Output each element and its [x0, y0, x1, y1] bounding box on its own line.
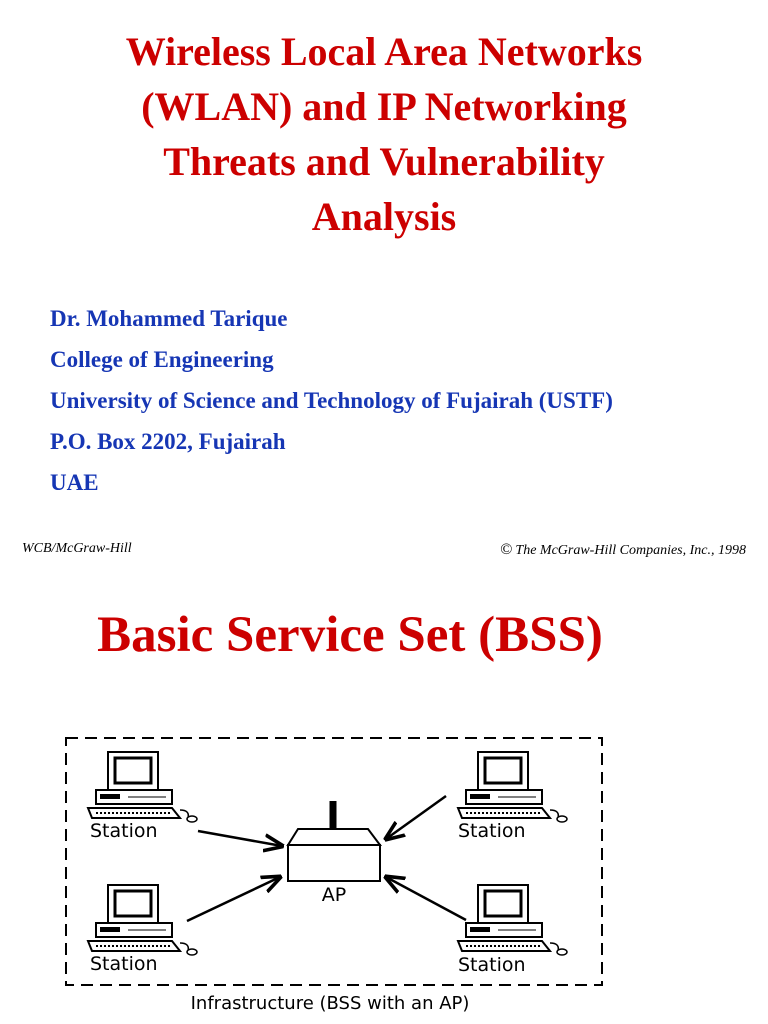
arrow-to-ap	[198, 831, 282, 846]
author-address: P.O. Box 2202, Fujairah	[50, 429, 286, 454]
title-line: (WLAN) and IP Networking	[141, 84, 627, 129]
title-line: Threats and Vulnerability	[163, 139, 605, 184]
arrow-to-ap	[386, 796, 446, 839]
footer-publisher: WCB/McGraw-Hill	[22, 541, 132, 556]
arrow-to-ap	[187, 877, 280, 921]
computer-icon	[458, 885, 567, 955]
slide-1-title	[0, 24, 768, 244]
copyright-text: The McGraw-Hill Companies, Inc., 1998	[515, 543, 746, 558]
station-bottom-left	[88, 885, 197, 975]
computer-icon	[88, 885, 197, 955]
copyright-symbol: ©	[500, 541, 513, 558]
station-label: Station	[458, 820, 526, 842]
slide-2	[0, 575, 768, 1024]
title-line: Analysis	[311, 194, 457, 239]
author-country: UAE	[50, 470, 99, 495]
footer-copyright	[500, 541, 746, 559]
title-line: Wireless Local Area Networks	[125, 29, 643, 74]
author-college: College of Engineering	[50, 347, 274, 372]
author-university: University of Science and Technology of Fujairah (USTF)	[50, 388, 613, 413]
bss-diagram	[60, 735, 612, 1020]
station-top-left	[88, 752, 197, 842]
diagram-caption: Infrastructure (BSS with an AP)	[190, 993, 470, 1014]
computer-icon	[458, 752, 567, 822]
station-bottom-right	[458, 885, 567, 976]
computer-icon	[88, 752, 197, 822]
arrow-to-ap	[386, 877, 466, 920]
station-label: Station	[458, 954, 526, 976]
station-top-right	[458, 752, 567, 842]
ap-label: AP	[321, 884, 347, 906]
author-name: Dr. Mohammed Tarique	[50, 306, 288, 331]
station-label: Station	[90, 820, 158, 842]
station-label: Station	[90, 953, 158, 975]
access-point	[288, 801, 380, 906]
author-info	[50, 298, 613, 503]
slide-2-title: Basic Service Set (BSS)	[97, 607, 603, 663]
